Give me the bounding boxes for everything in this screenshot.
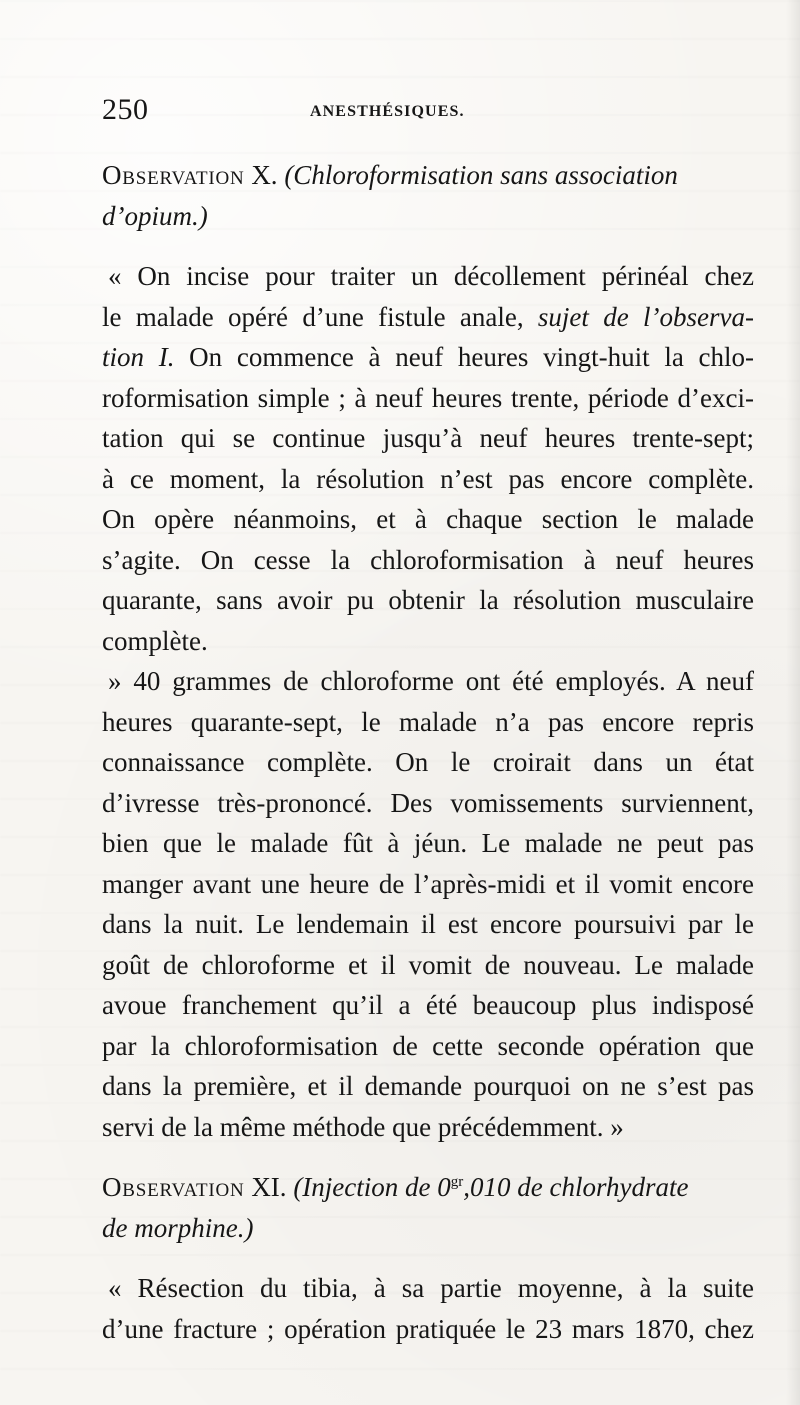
observation-xi-label: Observation xyxy=(102,1172,245,1202)
text-fragment: On commence à neuf heures vingt-huit la chlo- xyxy=(174,342,754,372)
text-line: « On incise pour traiter un décollement périnéal chez xyxy=(108,261,754,291)
spacer xyxy=(102,1248,754,1268)
observation-x-paragraph-1 xyxy=(102,256,754,661)
page-edge-shadow xyxy=(786,0,800,1405)
text-line: quarante, sans avoir pu obtenir la résolution musculaire xyxy=(102,585,754,615)
text-line: d’ivresse très-prononcé. Des vomissements surviennent, xyxy=(102,787,754,818)
page-content xyxy=(102,155,754,1349)
observation-xi-title-after: ,010 de chlorhydrate xyxy=(463,1172,689,1202)
observation-xi-paragraph xyxy=(102,1268,754,1349)
observation-xi-number: XI. xyxy=(251,1172,287,1202)
text-line xyxy=(102,337,754,378)
text-line: d’une fracture ; opération pratiquée le 23 mars 1870, chez xyxy=(102,1313,754,1344)
text-line: dans la nuit. Le lendemain il est encore poursuivi par le xyxy=(102,909,754,939)
text-line: par la chloroformisation de cette seconde opération que xyxy=(102,1030,754,1061)
text-line: dans la première, et il demande pourquoi on ne s’est pas xyxy=(102,1071,754,1101)
text-line: « Résection du tibia, à sa partie moyenne, à la suite xyxy=(108,1273,754,1303)
observation-x-number: X. xyxy=(251,160,278,190)
observation-x-heading-line-1 xyxy=(102,155,754,196)
text-line: heures quarante-sept, le malade n’a pas encore repris xyxy=(102,706,754,737)
text-fragment-italic: sujet de l’observa- xyxy=(537,301,754,332)
text-line: connaissance complète. On le croirait dans un état xyxy=(102,747,754,777)
page-header xyxy=(102,95,752,135)
text-line: servi de la même méthode que précédemment. » xyxy=(102,1111,624,1142)
observation-x-title-part-1: (Chloroformisation sans association xyxy=(284,160,678,190)
observation-x-title-part-2: d’opium.) xyxy=(102,200,208,231)
text-line: » 40 grammes de chloroforme ont été employés. A neuf xyxy=(108,666,754,696)
text-line: tation qui se continue jusqu’à neuf heures trente-sept; xyxy=(102,423,754,453)
text-line: avoue franchement qu’il a été beaucoup plus indisposé xyxy=(102,990,754,1020)
text-line: manger avant une heure de l’après-midi et il vomit encore xyxy=(102,868,754,899)
text-line: On opère néanmoins, et à chaque section le malade xyxy=(102,504,754,534)
text-fragment-italic: tion I. xyxy=(102,342,175,372)
text-fragment: le malade opéré d’une fistule anale, xyxy=(102,301,538,332)
observation-x-paragraph-2 xyxy=(102,661,754,1147)
observation-xi-title-superscript: gr xyxy=(450,1174,464,1190)
text-line: goût de chloroforme et il vomit de nouveau. Le malade xyxy=(102,949,754,980)
observation-xi-heading-line-1 xyxy=(102,1167,754,1208)
spacer xyxy=(102,1147,754,1167)
spacer xyxy=(102,236,754,256)
text-line: bien que le malade fût à jéun. Le malade ne peut pas xyxy=(102,828,754,858)
text-line xyxy=(102,297,754,338)
observation-x-label: Observation xyxy=(102,160,245,190)
text-line: à ce moment, la résolution n’est pas encore complète. xyxy=(102,463,754,494)
text-line: complète. xyxy=(102,625,208,656)
text-line: s’agite. On cesse la chloroformisation à neuf heures xyxy=(102,544,754,575)
running-head: ANESTHÉSIQUES. xyxy=(310,103,465,120)
page-number: 250 xyxy=(102,93,149,126)
observation-xi-title-part-2: de morphine.) xyxy=(102,1212,254,1243)
text-line: roformisation simple ; à neuf heures trente, période d’exci- xyxy=(102,382,754,413)
observation-xi-title-before: (Injection de 0 xyxy=(293,1172,451,1202)
